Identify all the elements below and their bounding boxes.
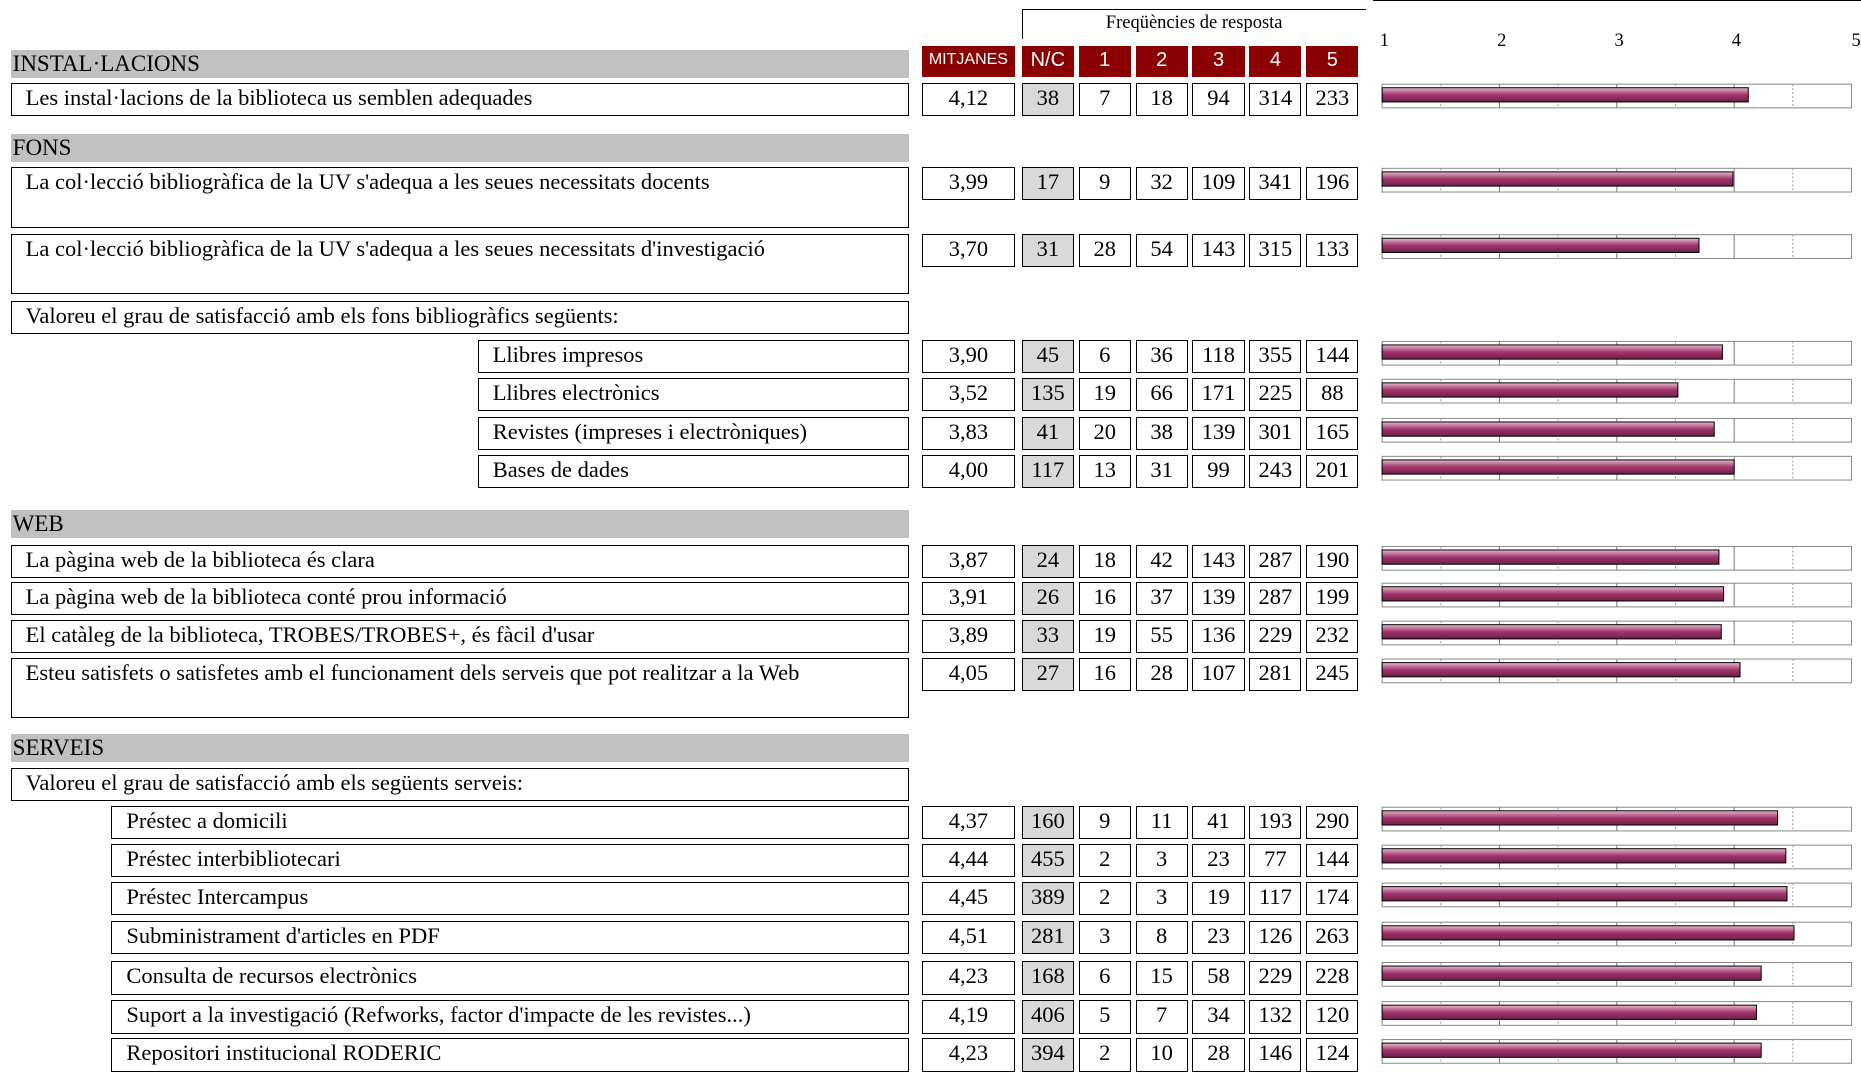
freq-count-3: 139 [1192, 417, 1244, 450]
mean-value: 4,23 [922, 1038, 1014, 1071]
freq-count-1: 7 [1079, 83, 1131, 116]
freq-count-1: 6 [1079, 340, 1131, 373]
nc-count: 389 [1022, 882, 1074, 915]
freq-count-1: 9 [1079, 167, 1131, 200]
scale-tick-5: 5 [1851, 30, 1861, 51]
mean-bar [1382, 966, 1761, 980]
freq-count-5: 290 [1306, 806, 1358, 839]
question-label: Esteu satisfets o satisfetes amb el funcionament dels serveis que pot realitzar a la Web [11, 658, 909, 718]
freq-count-5: 190 [1306, 545, 1358, 578]
nc-count: 17 [1022, 167, 1074, 200]
freq-count-5: 124 [1306, 1038, 1358, 1071]
freq-count-1: 3 [1079, 921, 1131, 954]
nc-count: 24 [1022, 545, 1074, 578]
question-label: Préstec a domicili [111, 806, 909, 839]
freq-count-5: 196 [1306, 167, 1358, 200]
freq-count-1: 16 [1079, 658, 1131, 691]
freq-count-4: 301 [1249, 417, 1301, 450]
nc-count: 394 [1022, 1038, 1074, 1071]
mean-value: 3,91 [922, 582, 1014, 615]
freq-count-5: 245 [1306, 658, 1358, 691]
freq-count-4: 287 [1249, 582, 1301, 615]
mean-value: 3,70 [922, 234, 1014, 267]
freq-count-3: 41 [1192, 806, 1244, 839]
bar-panel [1382, 168, 1851, 192]
freq-count-2: 8 [1136, 921, 1188, 954]
freq-count-4: 287 [1249, 545, 1301, 578]
nc-count: 281 [1022, 921, 1074, 954]
freq-count-1: 2 [1079, 882, 1131, 915]
freq-count-4: 281 [1249, 658, 1301, 691]
bar-panel [1382, 379, 1851, 403]
nc-count: 31 [1022, 234, 1074, 267]
freq-count-5: 174 [1306, 882, 1358, 915]
question-label: Préstec interbibliotecari [111, 844, 909, 877]
freq-count-4: 117 [1249, 882, 1301, 915]
question-label: La pàgina web de la biblioteca és clara [11, 545, 909, 578]
nc-count: 160 [1022, 806, 1074, 839]
freq-count-3: 28 [1192, 1038, 1244, 1071]
nc-count: 406 [1022, 1000, 1074, 1033]
bar-panel [1382, 84, 1851, 108]
mean-value: 3,83 [922, 417, 1014, 450]
bar-panel [1382, 659, 1851, 683]
freq-count-4: 341 [1249, 167, 1301, 200]
bar-panel [1382, 456, 1851, 480]
bar-panel [1382, 1040, 1851, 1064]
freq-count-2: 42 [1136, 545, 1188, 578]
freq-count-5: 263 [1306, 921, 1358, 954]
nc-count: 45 [1022, 340, 1074, 373]
freq-count-4: 355 [1249, 340, 1301, 373]
header-score-5: 5 [1306, 46, 1358, 77]
mean-bar [1382, 887, 1787, 901]
freq-count-4: 243 [1249, 455, 1301, 488]
question-label: Revistes (impreses i electròniques) [478, 417, 909, 450]
freq-count-3: 143 [1192, 234, 1244, 267]
question-label: Valoreu el grau de satisfacció amb els següents serveis: [11, 768, 909, 801]
freq-count-5: 201 [1306, 455, 1358, 488]
bar-panel [1382, 922, 1851, 946]
section-title-serveis: SERVEIS [11, 734, 909, 762]
scale-tick-4: 4 [1731, 30, 1742, 51]
freq-count-1: 13 [1079, 455, 1131, 488]
question-label: La pàgina web de la biblioteca conté prou informació [11, 582, 909, 615]
bar-panel [1382, 621, 1851, 645]
nc-count: 455 [1022, 844, 1074, 877]
freq-count-2: 11 [1136, 806, 1188, 839]
mean-bar [1382, 587, 1723, 601]
freq-count-4: 126 [1249, 921, 1301, 954]
freq-count-1: 18 [1079, 545, 1131, 578]
freq-count-5: 144 [1306, 340, 1358, 373]
bar-panel [1382, 963, 1851, 987]
mean-value: 4,23 [922, 961, 1014, 994]
freq-count-3: 107 [1192, 658, 1244, 691]
section-title-fons: FONS [11, 134, 909, 162]
freq-count-1: 6 [1079, 961, 1131, 994]
bar-panel [1382, 845, 1851, 869]
bar-panel [1382, 807, 1851, 831]
freq-count-4: 146 [1249, 1038, 1301, 1071]
nc-count: 26 [1022, 582, 1074, 615]
mean-bar [1382, 422, 1714, 436]
freq-count-2: 54 [1136, 234, 1188, 267]
mean-bar [1382, 460, 1734, 474]
freq-count-3: 58 [1192, 961, 1244, 994]
scale-tick-3: 3 [1614, 30, 1624, 51]
question-label: Llibres electrònics [478, 378, 909, 411]
bar-panel [1382, 883, 1851, 907]
mean-value: 3,87 [922, 545, 1014, 578]
section-title-installacions: INSTAL·LACIONS [11, 50, 909, 78]
question-label: La col·lecció bibliogràfica de la UV s'adequa a les seues necessitats docents [11, 167, 909, 227]
freq-count-5: 232 [1306, 620, 1358, 653]
freq-count-4: 225 [1249, 378, 1301, 411]
nc-count: 33 [1022, 620, 1074, 653]
freq-count-2: 28 [1136, 658, 1188, 691]
mean-value: 4,37 [922, 806, 1014, 839]
mean-value: 4,00 [922, 455, 1014, 488]
bar-panel [1382, 583, 1851, 607]
freq-count-2: 37 [1136, 582, 1188, 615]
mean-value: 3,99 [922, 167, 1014, 200]
mean-bar [1382, 172, 1733, 186]
freq-count-1: 28 [1079, 234, 1131, 267]
mean-value: 4,44 [922, 844, 1014, 877]
mean-value: 4,45 [922, 882, 1014, 915]
mean-value: 4,05 [922, 658, 1014, 691]
question-label: La col·lecció bibliogràfica de la UV s'adequa a les seues necessitats d'investigació [11, 234, 909, 294]
freq-count-5: 199 [1306, 582, 1358, 615]
scale-tick-1: 1 [1379, 30, 1389, 51]
freq-count-1: 2 [1079, 1038, 1131, 1071]
bar-panel [1382, 546, 1851, 570]
mean-bar [1382, 1043, 1761, 1057]
freq-count-3: 23 [1192, 921, 1244, 954]
question-label: Subministrament d'articles en PDF [111, 921, 909, 954]
freq-count-2: 18 [1136, 83, 1188, 116]
bar-panel [1382, 235, 1851, 259]
mean-bar [1382, 88, 1748, 102]
freq-count-4: 315 [1249, 234, 1301, 267]
question-label: El catàleg de la biblioteca, TROBES/TROBES+, és fàcil d'usar [11, 620, 909, 653]
question-label: Suport a la investigació (Refworks, factor d'impacte de les revistes...) [111, 1000, 909, 1033]
nc-count: 38 [1022, 83, 1074, 116]
mean-bar [1382, 849, 1786, 863]
freq-count-2: 31 [1136, 455, 1188, 488]
mean-bar [1382, 926, 1794, 940]
freq-count-4: 314 [1249, 83, 1301, 116]
freq-count-4: 77 [1249, 844, 1301, 877]
freq-count-5: 165 [1306, 417, 1358, 450]
freq-count-4: 229 [1249, 961, 1301, 994]
freq-count-2: 36 [1136, 340, 1188, 373]
mean-bar [1382, 811, 1777, 825]
frequency-title: Freqüències de resposta [1022, 9, 1366, 39]
freq-count-3: 34 [1192, 1000, 1244, 1033]
question-label: Valoreu el grau de satisfacció amb els fons bibliogràfics següents: [11, 301, 909, 334]
mean-bar [1382, 383, 1678, 397]
freq-count-3: 19 [1192, 882, 1244, 915]
bar-panel [1382, 341, 1851, 365]
freq-count-3: 143 [1192, 545, 1244, 578]
bar-panel [1382, 1002, 1851, 1026]
mean-value: 4,51 [922, 921, 1014, 954]
mean-bar [1382, 625, 1721, 639]
freq-count-3: 99 [1192, 455, 1244, 488]
freq-count-2: 38 [1136, 417, 1188, 450]
freq-count-2: 3 [1136, 844, 1188, 877]
question-label: Bases de dades [478, 455, 909, 488]
scale-tick-2: 2 [1497, 30, 1507, 51]
freq-count-5: 233 [1306, 83, 1358, 116]
freq-count-2: 10 [1136, 1038, 1188, 1071]
freq-count-2: 7 [1136, 1000, 1188, 1033]
mean-bar [1382, 1005, 1756, 1019]
nc-count: 135 [1022, 378, 1074, 411]
question-label: Llibres impresos [478, 340, 909, 373]
mean-value: 3,52 [922, 378, 1014, 411]
freq-count-5: 228 [1306, 961, 1358, 994]
nc-count: 168 [1022, 961, 1074, 994]
header-score-4: 4 [1249, 46, 1301, 77]
freq-count-5: 144 [1306, 844, 1358, 877]
header-score-2: 2 [1136, 46, 1188, 77]
freq-count-1: 9 [1079, 806, 1131, 839]
header-score-3: 3 [1192, 46, 1244, 77]
freq-count-2: 66 [1136, 378, 1188, 411]
header-mean: MITJANES [922, 46, 1014, 77]
bar-axis-line [1373, 0, 1861, 1]
freq-count-3: 23 [1192, 844, 1244, 877]
freq-count-1: 2 [1079, 844, 1131, 877]
freq-count-1: 19 [1079, 378, 1131, 411]
question-label: Les instal·lacions de la biblioteca us semblen adequades [11, 83, 909, 116]
mean-value: 4,12 [922, 83, 1014, 116]
bar-panel [1382, 418, 1851, 442]
header-score-1: 1 [1079, 46, 1131, 77]
question-label: Repositori institucional RODERIC [111, 1038, 909, 1071]
freq-count-1: 16 [1079, 582, 1131, 615]
header-nc: N/C [1022, 46, 1074, 77]
section-title-web: WEB [11, 510, 909, 538]
mean-bar [1382, 550, 1719, 564]
freq-count-5: 120 [1306, 1000, 1358, 1033]
freq-count-5: 88 [1306, 378, 1358, 411]
mean-bar [1382, 663, 1740, 677]
freq-count-2: 55 [1136, 620, 1188, 653]
freq-count-3: 139 [1192, 582, 1244, 615]
mean-bar [1382, 345, 1722, 359]
freq-count-4: 193 [1249, 806, 1301, 839]
freq-count-2: 3 [1136, 882, 1188, 915]
nc-count: 27 [1022, 658, 1074, 691]
freq-count-1: 5 [1079, 1000, 1131, 1033]
mean-value: 4,19 [922, 1000, 1014, 1033]
freq-count-3: 171 [1192, 378, 1244, 411]
freq-count-3: 109 [1192, 167, 1244, 200]
freq-count-4: 132 [1249, 1000, 1301, 1033]
freq-count-1: 20 [1079, 417, 1131, 450]
nc-count: 117 [1022, 455, 1074, 488]
freq-count-2: 32 [1136, 167, 1188, 200]
question-label: Consulta de recursos electrònics [111, 961, 909, 994]
mean-value: 3,89 [922, 620, 1014, 653]
freq-count-3: 136 [1192, 620, 1244, 653]
freq-count-5: 133 [1306, 234, 1358, 267]
mean-bar [1382, 238, 1699, 252]
nc-count: 41 [1022, 417, 1074, 450]
freq-count-3: 94 [1192, 83, 1244, 116]
freq-count-3: 118 [1192, 340, 1244, 373]
freq-count-2: 15 [1136, 961, 1188, 994]
freq-count-4: 229 [1249, 620, 1301, 653]
mean-value: 3,90 [922, 340, 1014, 373]
freq-count-1: 19 [1079, 620, 1131, 653]
question-label: Préstec Intercampus [111, 882, 909, 915]
